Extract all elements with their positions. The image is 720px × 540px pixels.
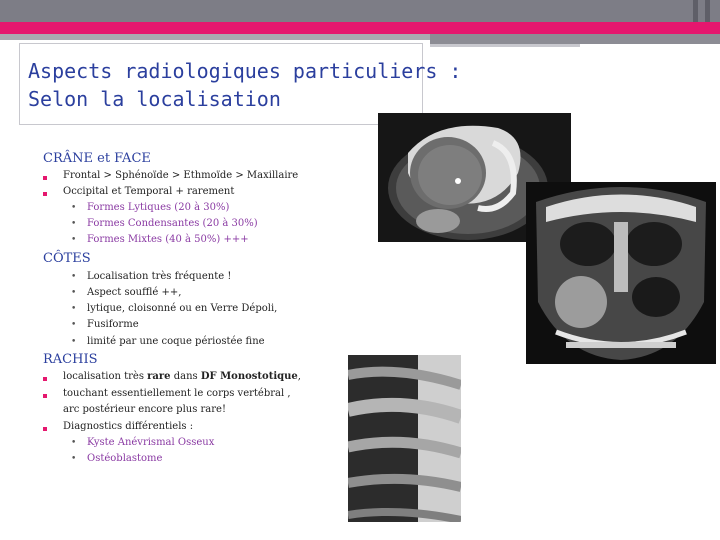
- sub-bullet: •: [71, 235, 77, 245]
- cotes-subitem-3: lytique, cloisonné ou en Verre Dépoli,: [87, 303, 278, 314]
- rachis-subitem-2: Ostéoblastome: [87, 453, 163, 464]
- rachis-item-1-post: ,: [297, 371, 301, 382]
- rachis-item-2-line-1: touchant essentiellement le corps vertébral ,: [63, 388, 291, 399]
- rachis-item-1-pre: localisation très: [63, 371, 148, 382]
- cotes-subitem-4: Fusiforme: [87, 319, 139, 330]
- heading-rachis: RACHIS: [43, 352, 98, 367]
- cotes-subitem-1: Localisation très fréquente !: [87, 271, 232, 282]
- crane-subitem-3: Formes Mixtes (40 à 50%) +++: [87, 234, 249, 245]
- crane-item-1: Frontal > Sphénoïde > Ethmoïde > Maxillaire: [63, 170, 299, 181]
- sub-bullet: •: [71, 454, 77, 464]
- sub-bullet: •: [71, 304, 77, 314]
- sub-bullet: •: [71, 219, 77, 229]
- crane-item-2: Occipital et Temporal + rarement: [63, 186, 235, 197]
- sub-bullet: •: [71, 337, 77, 347]
- crane-subitem-1: Formes Lytiques (20 à 30%): [87, 202, 230, 213]
- heading-crane: CRÂNE et FACE: [43, 151, 151, 166]
- heading-cotes: CÔTES: [43, 251, 91, 266]
- sub-bullet: •: [71, 203, 77, 213]
- rachis-subitem-1: Kyste Anévrismal Osseux: [87, 437, 215, 448]
- title-line-1: Aspects radiologiques particuliers :: [28, 59, 462, 83]
- bullet-square: [43, 377, 47, 381]
- cotes-subitem-5: limité par une coque périostée fine: [87, 336, 265, 347]
- sub-bullet: •: [71, 288, 77, 298]
- rachis-item-1-rare: rare: [147, 371, 171, 382]
- rachis-item-2-line-2: arc postérieur encore plus rare!: [63, 404, 226, 415]
- bullet-square: [43, 394, 47, 398]
- bullet-square: [43, 176, 47, 180]
- cotes-subitem-2: Aspect soufflé ++,: [87, 287, 182, 298]
- title-line-2: Selon la localisation: [28, 87, 281, 111]
- crane-subitem-2: Formes Condensantes (20 à 30%): [87, 218, 258, 229]
- sub-bullet: •: [71, 320, 77, 330]
- bullet-square: [43, 427, 47, 431]
- rachis-item-1-mid: dans: [170, 371, 201, 382]
- rachis-item-3: Diagnostics différentiels :: [63, 421, 194, 432]
- rachis-item-1: [63, 369, 301, 385]
- sub-bullet: •: [71, 272, 77, 282]
- sub-bullet: •: [71, 438, 77, 448]
- rachis-item-1-monostotique: DF Monostotique: [200, 371, 298, 382]
- bullet-square: [43, 192, 47, 196]
